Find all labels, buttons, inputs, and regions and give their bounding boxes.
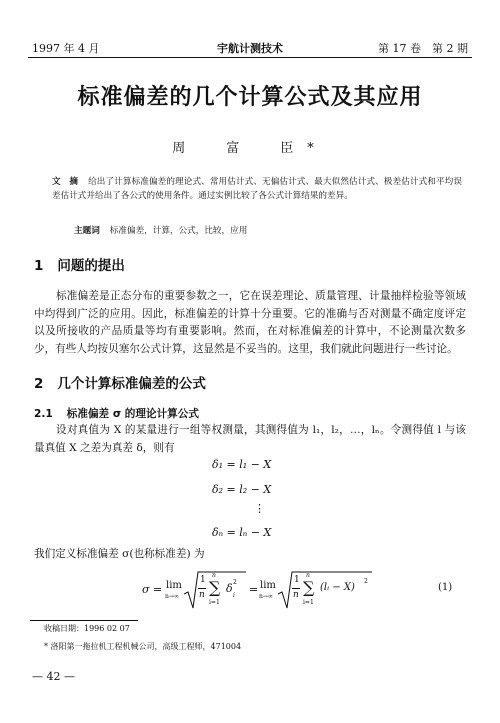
section2-heading — [34, 372, 206, 392]
subsection21-number: 2.1 — [34, 408, 53, 420]
section2-title: 几个计算标准偏差的公式 — [57, 376, 206, 392]
section1-text: 标准偏差是正态分布的重要参数之一，它在误差理论、质量管理、计量抽样检验等领域中均得到广泛的应用。因此，标准偏差的计算十分重要。它的准确与否对测量不确定度评定以及所接收的产品质量等均有重要影响。然而，在对标准偏差的计算中，不论测量次数多少，有些人均按贝塞尔公式计算，这显然是不妥当的。这里，我们就此问题进行一些讨论。 — [34, 290, 466, 355]
equation-deltan: δₙ = lₙ − X — [212, 526, 272, 539]
paper-title: 标准偏差的几个计算公式及其应用 — [77, 85, 423, 110]
formula-sum-top-1: n — [212, 572, 216, 579]
section1-title: 问题的提出 — [57, 258, 125, 274]
formula-lim-sub-1: n→∞ — [165, 593, 179, 600]
subsection21-text: 设对真值为 X 的某量进行一组等权测量，其测得值为 l₁，l₂，…，lₙ。令测得值 l 与该量真值 X 之差为真差 δ，则有 — [34, 424, 466, 454]
header-date: 1997 年 4 月 — [32, 42, 100, 55]
equation-delta1: δ₁ = l₁ − X — [212, 458, 272, 471]
formula-sum-bot-2: i=1 — [303, 599, 314, 606]
formula-lhs: σ = — [142, 583, 163, 596]
formula-frac-den-1: n — [199, 590, 205, 600]
formula-term1-sup: 2 — [233, 579, 237, 586]
formula-1 — [142, 570, 472, 614]
header-issue: 第 17 卷 第 2 期 — [378, 42, 468, 55]
subsection21-heading — [34, 406, 199, 421]
formula-eq2: = — [249, 583, 259, 596]
formula-frac-bar-1 — [198, 588, 206, 589]
subsection21-paragraph — [34, 422, 466, 457]
formula-sum-sign-2: ∑ — [303, 578, 315, 597]
header-rule — [28, 57, 472, 58]
formula-frac-bar-2 — [292, 588, 300, 589]
formula-frac-num-1: 1 — [200, 575, 206, 585]
formula-lim-2: lim — [260, 580, 276, 591]
keywords — [74, 224, 454, 238]
section1-number: 1 — [34, 258, 44, 274]
abstract — [52, 175, 462, 203]
abstract-label: 文 摘 — [52, 177, 79, 187]
formula-sum-top-2: n — [306, 572, 310, 579]
equation-vdots: ⋮ — [254, 502, 265, 515]
keywords-text: 标准偏差，计算，公式，比较，应用 — [109, 226, 248, 236]
formula-frac-num-2: 1 — [294, 575, 300, 585]
keywords-label: 主题词 — [74, 226, 100, 236]
formula-term2-sup: 2 — [364, 578, 368, 585]
footnote-received: 收稿日期：1996 02 07 — [44, 624, 130, 633]
formula-lim-sub-2: n→∞ — [259, 593, 273, 600]
section1-paragraph — [34, 288, 466, 358]
section2-number: 2 — [34, 376, 44, 392]
formula-term1: δ — [226, 582, 233, 595]
formula-term1-sub: i — [233, 592, 235, 599]
author: 周 富 臣* — [172, 141, 328, 156]
formula-term2: (lᵢ − X) — [320, 582, 355, 593]
formula-frac-den-2: n — [293, 590, 299, 600]
formula-number: (1) — [438, 582, 453, 593]
equation-delta2: δ₂ = l₂ − X — [212, 483, 272, 496]
header-journal: 宇航计测技术 — [217, 42, 283, 55]
footnote-affiliation: * 洛阳第一拖拉机工程机械公司，高级工程师，471004 — [44, 642, 242, 651]
formula-sum-bot-1: i=1 — [209, 599, 220, 606]
section1-heading — [34, 254, 125, 274]
page-number: — 42 — — [32, 670, 75, 683]
abstract-text: 给出了计算标准偏差的理论式、常用估计式、无偏估计式、最大似然估计式、极差估计式和平均误差估计式并给出了各公式的使用条件。通过实例比较了各公式计算结果的差异。 — [52, 177, 462, 201]
subsection21-title: 标准偏差 σ 的理论计算公式 — [66, 408, 199, 420]
definition-text: 我们定义标准偏差 σ(也称标准差) 为 — [34, 548, 205, 560]
formula-sum-sign-1: ∑ — [209, 578, 221, 597]
footnote-rule — [30, 620, 138, 621]
formula-lim-1: lim — [166, 580, 182, 591]
